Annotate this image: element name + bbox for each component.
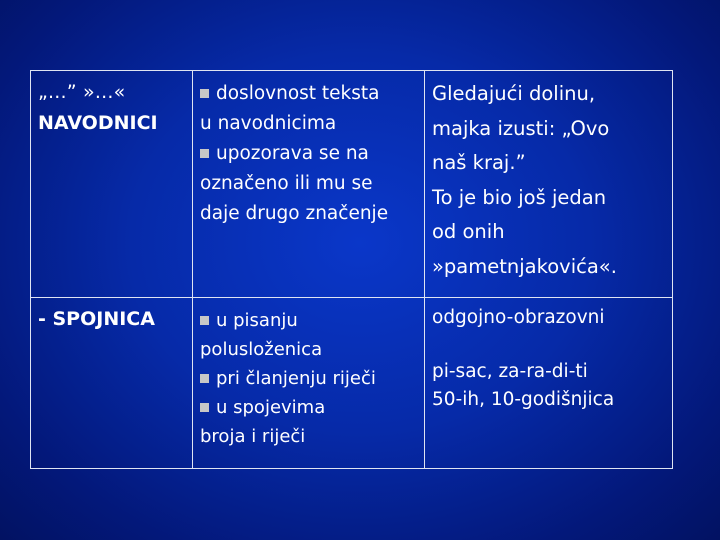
list-item-continuation: daje drugo značenje: [200, 203, 389, 224]
square-bullet-icon: [200, 316, 209, 325]
term-cell: [31, 71, 193, 298]
example-line: 50-ih, 10-godišnjica: [432, 389, 615, 410]
square-bullet-icon: [200, 149, 209, 158]
list-item: u spojevima: [200, 393, 417, 422]
list-item-continuation: polusloženica: [200, 339, 323, 360]
list-item-continuation: označeno ili mu se: [200, 173, 373, 194]
example-cell: [425, 71, 673, 298]
quote-marks-label: „...” »...«: [38, 81, 126, 103]
square-bullet-icon: [200, 403, 209, 412]
list-item: doslovnost teksta: [200, 79, 417, 109]
example-line: odgojno-obrazovni: [432, 307, 605, 328]
usage-cell: [193, 71, 425, 298]
table-row-navodnici: [31, 71, 673, 298]
example-line: To je bio još jedan: [432, 185, 607, 209]
example-line: naš kraj.”: [432, 151, 526, 174]
square-bullet-icon: [200, 374, 209, 383]
example-line: Gledajući dolinu,: [432, 82, 596, 105]
list-item: upozorava se na: [200, 139, 417, 169]
term-cell: [31, 298, 193, 469]
example-line: pi-sac, za-ra-di-ti: [432, 361, 588, 382]
list-item: u pisanju: [200, 306, 417, 335]
usage-cell: [193, 298, 425, 469]
example-cell: [425, 298, 673, 469]
list-item: pri članjenju riječi: [200, 364, 417, 393]
list-item-continuation: u navodnicima: [200, 113, 337, 134]
square-bullet-icon: [200, 89, 209, 98]
list-item-continuation: broja i riječi: [200, 426, 306, 447]
example-line: majka izusti: „Ovo: [432, 116, 610, 140]
term-title: NAVODNICI: [38, 112, 158, 134]
example-line: »pametnjakovića«.: [432, 254, 617, 278]
table-row-spojnica: [31, 298, 673, 469]
example-line: od onih: [432, 220, 505, 243]
term-title: - SPOJNICA: [38, 308, 155, 330]
punctuation-table: [30, 70, 673, 469]
